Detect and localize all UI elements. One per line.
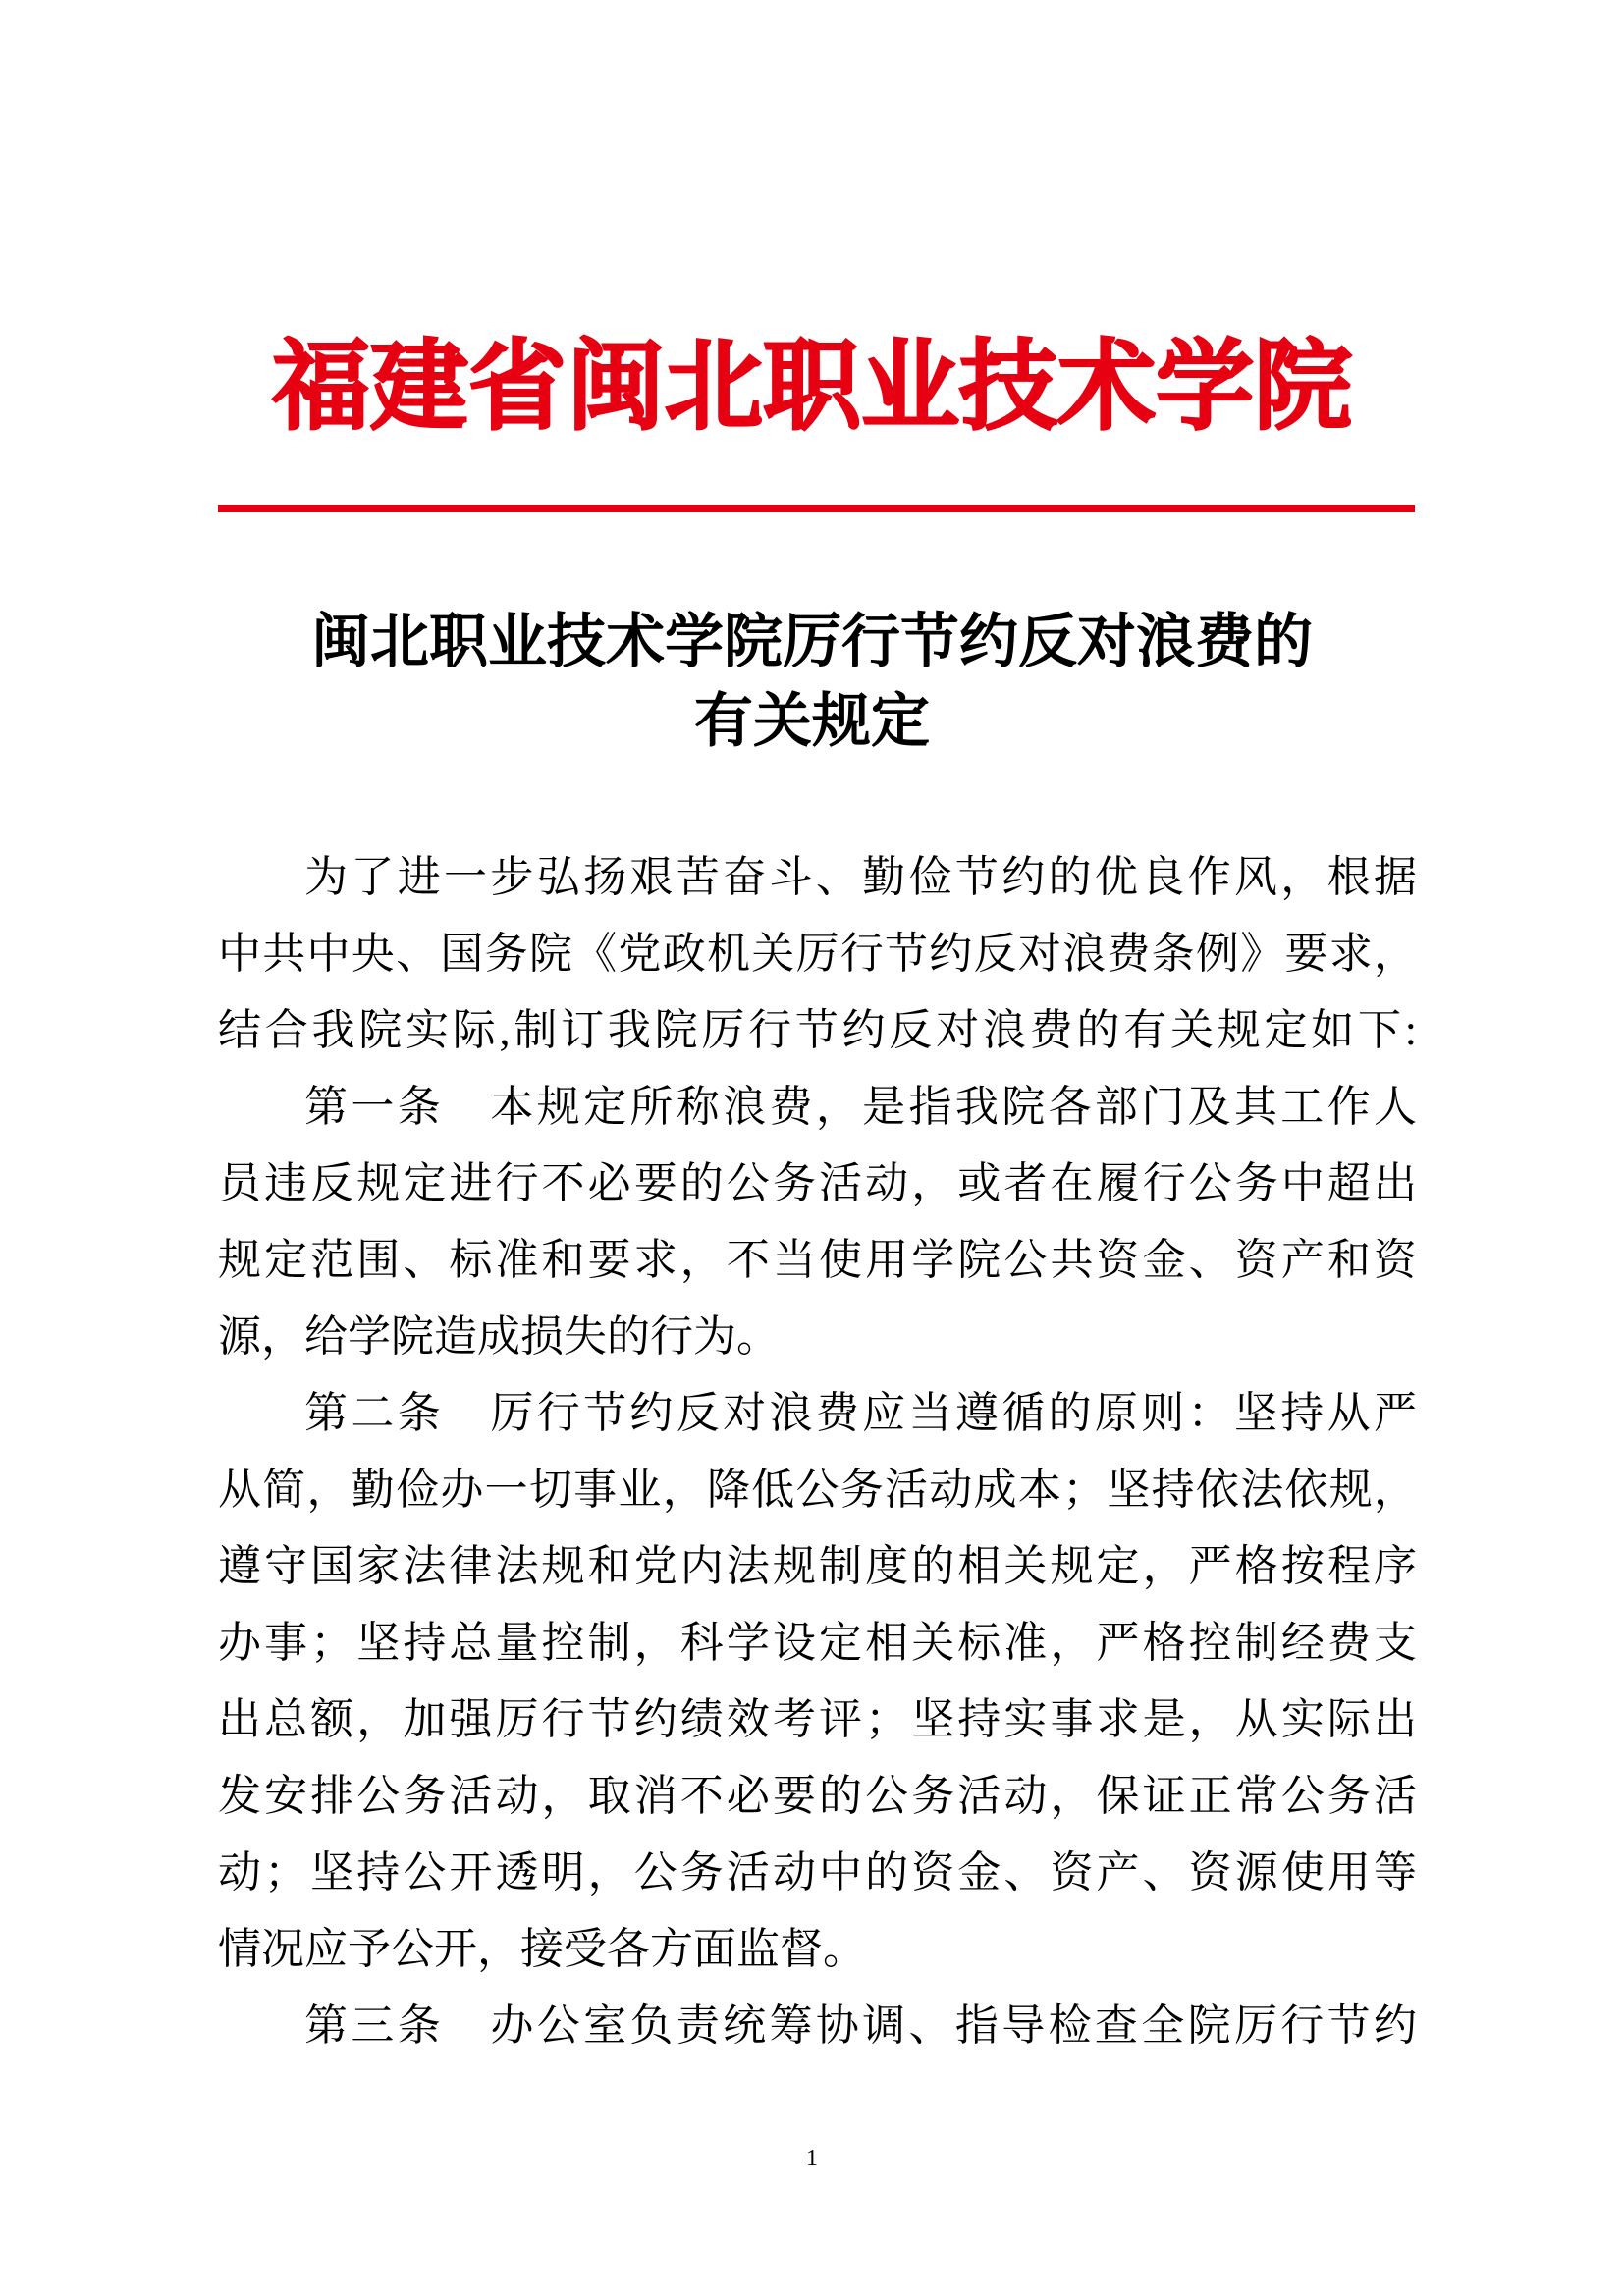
text-line: 从简，勤俭办一切事业，降低公务活动成本；坚持依法依规，	[218, 1466, 1417, 1514]
paragraph-article-3	[218, 1988, 1417, 2064]
letterhead-org-name: 福建省闽北职业技术学院	[272, 328, 1352, 444]
text-line: 情况应予公开，接受各方面监督。	[218, 1925, 866, 1973]
paragraph-article-2	[218, 1375, 1417, 1988]
text-line: 源，给学院造成损失的行为。	[218, 1312, 780, 1361]
text-line: 遵守国家法律法规和党内法规制度的相关规定，严格按程序	[218, 1542, 1417, 1590]
paragraph-article-1	[218, 1069, 1417, 1375]
page-number: 1	[806, 2146, 818, 2171]
text-line: 员违反规定进行不必要的公务活动，或者在履行公务中超出	[218, 1159, 1417, 1207]
text-line: 出总额，加强厉行节约绩效考评；坚持实事求是，从实际出	[218, 1695, 1417, 1743]
title-line-1: 闽北职业技术学院厉行节约反对浪费的	[311, 608, 1313, 676]
text-line: 结合我院实际,制订我院厉行节约反对浪费的有关规定如下:	[218, 1006, 1417, 1054]
paragraph-intro	[218, 839, 1417, 1069]
letterhead-red-rule	[218, 505, 1415, 512]
text-line: 办事；坚持总量控制，科学设定相关标准，严格控制经费支	[218, 1619, 1417, 1667]
text-line: 为了进一步弘扬艰苦奋斗、勤俭节约的优良作风，根据	[304, 853, 1417, 901]
text-line: 规定范围、标准和要求，不当使用学院公共资金、资产和资	[218, 1236, 1417, 1284]
text-line: 发安排公务活动，取消不必要的公务活动，保证正常公务活	[218, 1772, 1417, 1820]
title-line-2: 有关规定	[694, 687, 930, 756]
text-line: 中共中央、国务院《党政机关厉行节约反对浪费条例》要求，	[218, 930, 1417, 978]
text-line: 动；坚持公开透明，公务活动中的资金、资产、资源使用等	[218, 1848, 1417, 1896]
text-line: 第二条 厉行节约反对浪费应当遵循的原则：坚持从严	[304, 1389, 1417, 1437]
text-line: 第三条 办公室负责统筹协调、指导检查全院厉行节约	[304, 2002, 1417, 2050]
text-line: 第一条 本规定所称浪费，是指我院各部门及其工作人	[304, 1083, 1417, 1131]
document-body	[218, 839, 1417, 2064]
document-title	[0, 603, 1624, 762]
